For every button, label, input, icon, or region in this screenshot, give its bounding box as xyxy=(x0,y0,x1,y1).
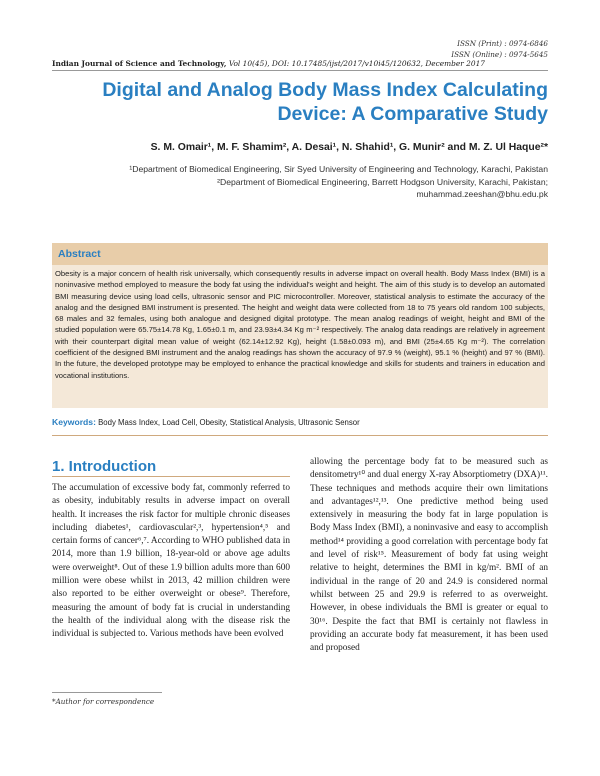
affiliations xyxy=(129,163,548,201)
journal-citation xyxy=(52,59,548,71)
issn-print: ISSN (Print) : 0974-6846 xyxy=(457,39,548,48)
section-heading-introduction: 1. Introduction xyxy=(52,458,157,475)
abstract-heading: Abstract xyxy=(58,248,101,260)
journal-details: Vol 10(45), DOI: 10.17485/ijst/2017/v10i45/120632, December 2017 xyxy=(228,59,485,68)
left-column xyxy=(52,482,290,642)
abstract-header xyxy=(52,243,548,265)
paper-title: Digital and Analog Body Mass Index Calculating Device: A Comparative Study xyxy=(102,79,548,125)
issn-block xyxy=(451,38,548,60)
keywords-label: Keywords: xyxy=(52,417,96,427)
affiliation-1: ¹Department of Biomedical Engineering, Sir Syed University of Engineering and Technology, Karachi, Pakistan xyxy=(129,164,548,174)
correspondence-email[interactable]: muhammad.zeeshan@bhu.edu.pk xyxy=(416,189,548,199)
intro-paragraph-right: allowing the percentage body fat to be measured such as densitometry¹⁰ and dual energy X-ray Absorptiometry (DXA)¹¹. These techniques and methods acquire their own limitations and advantages¹²,¹³. One predictive method being used extensively in measuring the body fat in large population is Body Mass Index (BMI), a noninvasive and easy to accomplish method¹⁴ providing a good correlation with percentage body fat and level of risk¹⁵. Measurement of body fat using weight relative to height, determines the BMI in kg/m². BMI of an individual in the range of 20 and 24.9 is considered normal whilst between 25 and 29.9 is referred to as overweight. However, in obese individuals the BMI is greater or equal to 30¹⁶. Despite the fact that BMI is certainly not flawless in providing an accurate body fat measurement, it has been used and proposed xyxy=(310,457,548,654)
issn-online: ISSN (Online) : 0974-5645 xyxy=(451,50,548,59)
section-divider xyxy=(52,476,290,477)
right-column xyxy=(310,456,548,655)
keywords-line xyxy=(52,417,548,436)
footnote: *Author for correspondence xyxy=(52,697,155,706)
author-list: S. M. Omair¹, M. F. Shamim², A. Desai¹, N. Shahid¹, G. Munir² and M. Z. Ul Haque²* xyxy=(150,142,548,153)
journal-name: Indian Journal of Science and Technology, xyxy=(52,59,227,68)
intro-paragraph-left: The accumulation of excessive body fat, commonly referred to as obesity, indubitably results in adverse impact on overall health. It increases the risk factor for multiple chronic diseases including diabetes¹, cardiovascular²,³, hypertension⁴,⁵ and certain forms of cancer⁶,⁷. According to WHO published data in 2014, more than 1.9 billion, 18-year-old or above age adults were overweight⁸. Out of these 1.9 billion adults more than 600 million were obese whilst in 2013, 42 million children were also reported to be either overweight or obese⁹. Therefore, measuring the amount of body fat is crucial in understanding the health of the individual along with the disease risk the individual is subjected to. Various methods have been evolved xyxy=(52,483,290,640)
affiliation-2: ²Department of Biomedical Engineering, Barrett Hodgson University, Karachi, Pakistan; xyxy=(217,176,548,187)
abstract-text: Obesity is a major concern of health risk universally, which consequently results in adverse impact on overall health. Body Mass Index (BMI) is a noninvasive method employed to measure the body fat using the individual's weight and height. The aim of this study is to develop an automated BMI measuring device using load cells, ultrasonic sensor and PIC microcontroller. Moreover, statistical analysis to estimate the accuracy of the analog and the designed BMI instrument is presented. The height and weight data were collected from 18 to 75 years old random 100 subjects, 68 males and 32 females, using both analogue and designed digital prototype. The mean analog readings of weight, height and BMI of the studied population were 65.75±14.78 Kg, 1.65±0.1 m, and 23.93±4.34 Kg m⁻² respectively. The analog data readings are relatively in agreement with their counterpart digital mean value of weight (62.14±12.92 Kg), height (1.58±0.093 m), and BMI (25±4.65 Kg m⁻²). The correlation coefficient of the designed BMI instrument and the analog readings has shown the accuracy of 97.9 % (weight), 95.1 % (height) and 97 % (BMI). In the future, the developed prototype may be employed to enhance the practical knowledge and skills for students and trainers in education and vocational institutions. xyxy=(55,269,545,380)
keywords-text: Body Mass Index, Load Cell, Obesity, Statistical Analysis, Ultrasonic Sensor xyxy=(98,418,360,427)
footnote-divider xyxy=(52,692,162,693)
